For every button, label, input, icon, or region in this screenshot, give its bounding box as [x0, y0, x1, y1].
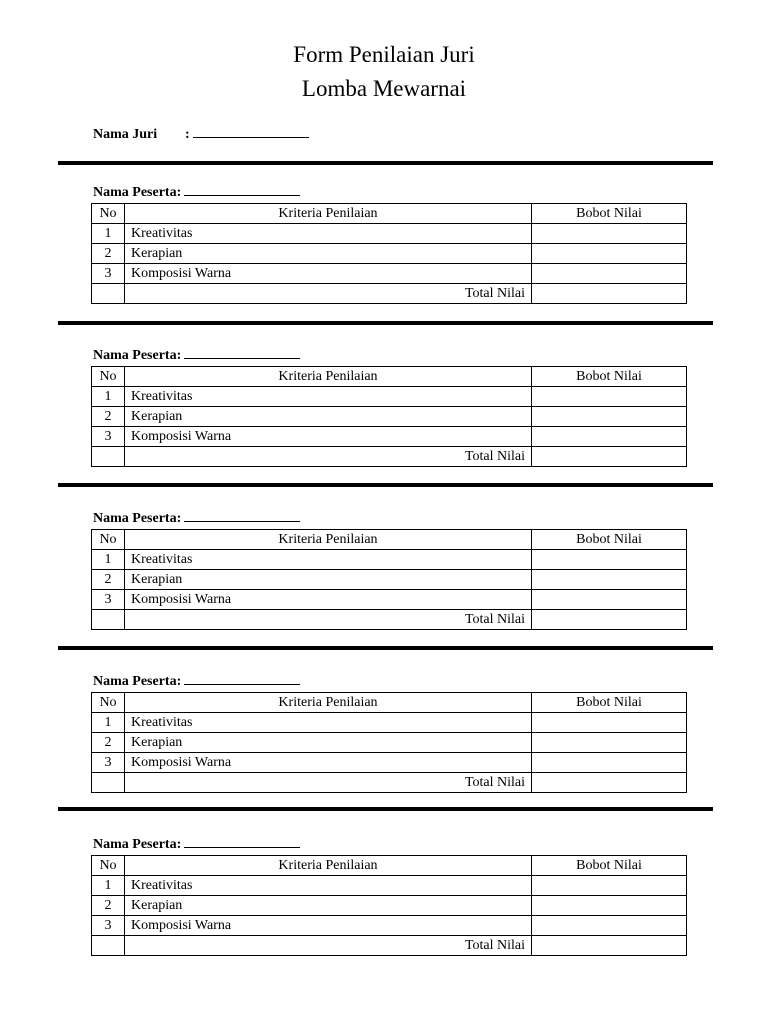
table-row — [92, 916, 687, 936]
section-divider — [58, 807, 713, 811]
participant-name-blank[interactable] — [184, 509, 300, 522]
score-cell[interactable] — [532, 570, 687, 590]
row-no: 1 — [92, 876, 125, 896]
row-no: 2 — [92, 896, 125, 916]
score-cell[interactable] — [532, 244, 687, 264]
score-cell[interactable] — [532, 876, 687, 896]
total-row — [92, 284, 687, 304]
table-row — [92, 244, 687, 264]
col-header-no: No — [92, 367, 125, 387]
participant-section — [91, 835, 688, 956]
scoring-table — [91, 692, 687, 793]
score-cell[interactable] — [532, 550, 687, 570]
col-header-criteria: Kriteria Penilaian — [125, 530, 532, 550]
participant-section — [91, 509, 688, 630]
score-cell[interactable] — [532, 264, 687, 284]
total-label: Total Nilai — [125, 936, 532, 956]
participant-name-field — [91, 672, 688, 692]
row-criteria: Kreativitas — [125, 387, 532, 407]
table-header-row — [92, 204, 687, 224]
total-empty-cell — [92, 936, 125, 956]
scoring-table — [91, 203, 687, 304]
col-header-no: No — [92, 693, 125, 713]
section-divider — [58, 161, 713, 165]
row-no: 1 — [92, 224, 125, 244]
col-header-score: Bobot Nilai — [532, 204, 687, 224]
row-criteria: Kerapian — [125, 570, 532, 590]
col-header-criteria: Kriteria Penilaian — [125, 204, 532, 224]
table-header-row — [92, 367, 687, 387]
participant-name-label: Nama Peserta: — [93, 185, 182, 200]
table-row — [92, 733, 687, 753]
table-row — [92, 224, 687, 244]
scoring-table — [91, 855, 687, 956]
row-criteria: Kerapian — [125, 896, 532, 916]
participant-name-label: Nama Peserta: — [93, 837, 182, 852]
total-score-cell[interactable] — [532, 284, 687, 304]
scoring-table — [91, 366, 687, 467]
row-no: 3 — [92, 427, 125, 447]
table-header-row — [92, 530, 687, 550]
participant-name-blank[interactable] — [184, 835, 300, 848]
col-header-no: No — [92, 204, 125, 224]
row-no: 1 — [92, 387, 125, 407]
score-cell[interactable] — [532, 733, 687, 753]
total-label: Total Nilai — [125, 447, 532, 467]
table-row — [92, 713, 687, 733]
total-row — [92, 610, 687, 630]
table-row — [92, 570, 687, 590]
total-label: Total Nilai — [125, 284, 532, 304]
section-divider — [58, 483, 713, 487]
row-no: 1 — [92, 550, 125, 570]
table-row — [92, 876, 687, 896]
row-no: 2 — [92, 244, 125, 264]
participant-name-field — [91, 509, 688, 529]
table-row — [92, 407, 687, 427]
score-cell[interactable] — [532, 916, 687, 936]
row-criteria: Komposisi Warna — [125, 753, 532, 773]
total-empty-cell — [92, 610, 125, 630]
table-header-row — [92, 856, 687, 876]
col-header-score: Bobot Nilai — [532, 856, 687, 876]
scoring-table — [91, 529, 687, 630]
section-divider — [58, 646, 713, 650]
col-header-no: No — [92, 856, 125, 876]
table-row — [92, 387, 687, 407]
participant-name-field — [91, 183, 688, 203]
row-criteria: Komposisi Warna — [125, 427, 532, 447]
row-criteria: Kreativitas — [125, 876, 532, 896]
col-header-score: Bobot Nilai — [532, 530, 687, 550]
row-no: 3 — [92, 590, 125, 610]
row-criteria: Kreativitas — [125, 713, 532, 733]
total-row — [92, 936, 687, 956]
row-criteria: Kerapian — [125, 407, 532, 427]
score-cell[interactable] — [532, 753, 687, 773]
total-row — [92, 773, 687, 793]
row-no: 3 — [92, 753, 125, 773]
score-cell[interactable] — [532, 590, 687, 610]
participant-name-field — [91, 346, 688, 366]
row-no: 1 — [92, 713, 125, 733]
col-header-no: No — [92, 530, 125, 550]
col-header-criteria: Kriteria Penilaian — [125, 367, 532, 387]
participant-name-blank[interactable] — [184, 672, 300, 685]
score-cell[interactable] — [532, 427, 687, 447]
row-criteria: Kerapian — [125, 244, 532, 264]
judge-name-field — [93, 125, 309, 143]
score-cell[interactable] — [532, 224, 687, 244]
total-label: Total Nilai — [125, 610, 532, 630]
score-cell[interactable] — [532, 407, 687, 427]
row-criteria: Komposisi Warna — [125, 916, 532, 936]
total-empty-cell — [92, 773, 125, 793]
table-row — [92, 427, 687, 447]
row-no: 2 — [92, 733, 125, 753]
total-empty-cell — [92, 447, 125, 467]
form-title: Form Penilaian Juri — [293, 42, 475, 67]
score-cell[interactable] — [532, 896, 687, 916]
table-row — [92, 753, 687, 773]
participant-name-label: Nama Peserta: — [93, 511, 182, 526]
participant-name-blank[interactable] — [184, 346, 300, 359]
table-row — [92, 550, 687, 570]
col-header-criteria: Kriteria Penilaian — [125, 693, 532, 713]
table-row — [92, 590, 687, 610]
row-no: 3 — [92, 264, 125, 284]
form-subtitle: Lomba Mewarnai — [301, 76, 467, 101]
row-criteria: Kreativitas — [125, 224, 532, 244]
judge-colon: : — [185, 127, 190, 142]
total-score-cell[interactable] — [532, 447, 687, 467]
row-no: 2 — [92, 407, 125, 427]
row-no: 2 — [92, 570, 125, 590]
col-header-criteria: Kriteria Penilaian — [125, 856, 532, 876]
total-label: Total Nilai — [125, 773, 532, 793]
table-header-row — [92, 693, 687, 713]
col-header-score: Bobot Nilai — [532, 693, 687, 713]
judge-name-blank[interactable] — [193, 125, 309, 138]
row-criteria: Kreativitas — [125, 550, 532, 570]
row-criteria: Kerapian — [125, 733, 532, 753]
table-row — [92, 896, 687, 916]
row-no: 3 — [92, 916, 125, 936]
total-score-cell[interactable] — [532, 936, 687, 956]
participant-name-label: Nama Peserta: — [93, 674, 182, 689]
score-cell[interactable] — [532, 713, 687, 733]
section-divider — [58, 321, 713, 325]
total-empty-cell — [92, 284, 125, 304]
col-header-score: Bobot Nilai — [532, 367, 687, 387]
total-score-cell[interactable] — [532, 773, 687, 793]
participant-name-field — [91, 835, 688, 855]
participant-section — [91, 672, 688, 793]
participant-name-blank[interactable] — [184, 183, 300, 196]
total-row — [92, 447, 687, 467]
row-criteria: Komposisi Warna — [125, 264, 532, 284]
table-row — [92, 264, 687, 284]
participant-name-label: Nama Peserta: — [93, 348, 182, 363]
judge-name-label: Nama Juri — [93, 127, 158, 142]
row-criteria: Komposisi Warna — [125, 590, 532, 610]
total-score-cell[interactable] — [532, 610, 687, 630]
score-cell[interactable] — [532, 387, 687, 407]
participant-section — [91, 346, 688, 467]
participant-section — [91, 183, 688, 304]
